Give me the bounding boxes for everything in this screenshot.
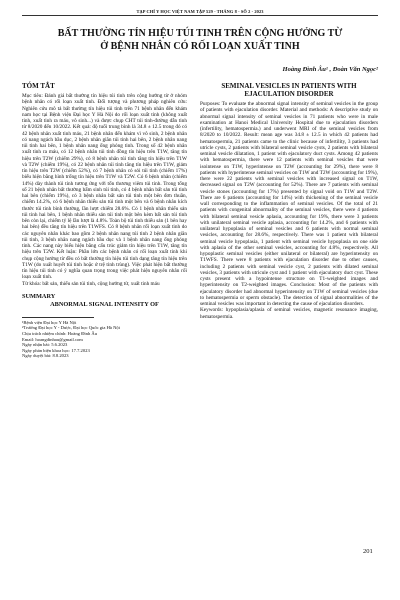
- abstract-en-text: Purposes: To evaluate the abnormal signal intensity of seminal vesicles in the group of patients with ejaculation disorder. Material and methods: A descriptive study on abnormal signal intensity of seminal vesicles in 71 patients who were in male examination at Hanoi Medical University Hospital due to ejaculation disorders (infertility, hematospermia.) and underwent MRI of the seminal vesicles from 8/2020 to 10/2022. Result: mean age was 34.8 ± 12.5 in which 42 patients had hematospermia, 21 patients came to the clinic because of infertility, 3 patients had utricle cysts, 2 patients with bilateral seminal vesicle cysts, 2 patients with bilateral seminal vesicle dilatation, 1 patient with ejaculatory duct cysts. Among 42 patients with hematospermia, there were 12 patients with seminal vesicles that were isointense on T1W, hyperintense on T2W (accounting for 29%), there were 8 patients with hyperintense seminal vesicles on T1W and T2W (accounting for 19%), there were 22 patients with seminal vesicles with increased signal on T1W, decreased signal on T2W (accounting for 52%). There are 7 patients with seminal vesicle stones (accounting for 17%) presented by signal void on T1W and T2W. There are 6 patients (accounting for 14%) with thickening of the seminal vesicle wall corresponding to the inflammation of seminal vesicles. Of the total of 21 patients with congenital abnormality of the seminal vesicles, there were 4 patients with bilateral seminal vesicle aplasia, accounting for 19%, there were 3 patients with unilateral seminal vesicle aplasia, accounting for 14.2%, and 6 patients with unilateral hypoplasia of seminal vesicles and 6 patients with normal seminal vesicles, accounting for 28.6%, respectively. There was 1 patient with bilateral seminal vesicle hypoplasia, 1 patient with seminal vesicle hypoplasia on one side with aplasia of the other seminal vesicles, accounting for 4.8%, respectively. All hypoplastic seminal vesicles (either unilateral or bilateral) are hyperintensity on T1WFS. There were 8 patients with ejaculation disorder due to other causes, including 2 patients with seminal vesicle cyst, 2 patients with dilated seminal vesicles, 3 patients with utricule cyst and 1 patient with ejaculatory duct cyst. These cysts present with a hypointense structure on T1-weighted images and hyperintensity on T2-weighted images. Conclusion: Most of the patients with ejaculatory disorder had abnormal hyperintensity on T1W of seminal vesicles (due to hematospermia or sperm obstacle). The detection of signal abnormalities of the seminal vesicles was important in detecting the cause of ejaculation disorders.: [200, 101, 378, 307]
- abstract-vi-heading: TÓM TẮT: [22, 82, 55, 90]
- right-column: [200, 82, 378, 320]
- summary-heading: SUMMARY: [22, 292, 56, 300]
- abstract-vi-keywords: Từ khóa: bất sản, thiểu sản túi tinh, cộng hưởng từ, xuất tinh máu: [22, 280, 160, 287]
- abstract-en-heading: SEMINAL VESICLES IN PATIENTS WITH EJACULATION DISORDER: [221, 82, 357, 98]
- journal-header: TẠP CHÍ Y HỌC VIỆT NAM TẬP 529 - THÁNG 8 - SỐ 2 - 2023: [22, 9, 378, 16]
- footnote: ²Trường Đại học Y - Dược, Đại học Quốc gia Hà Nội: [22, 325, 120, 331]
- summary-title: ABNORMAL SIGNAL INTENSITY OF: [50, 300, 159, 308]
- page-number: 201: [363, 548, 373, 555]
- article-title: [30, 28, 370, 53]
- title-line-2: Ở BỆNH NHÂN CÓ RỐI LOẠN XUẤT TINH: [100, 40, 300, 52]
- abstract-en-keywords: Keywords: hypoplasia/aplasia of seminal vesicles, magnetic resonance imaging, hematospermia.: [200, 307, 378, 320]
- title-line-1: BẤT THƯỜNG TÍN HIỆU TÚI TINH TRÊN CỘNG HƯỞNG TỪ: [57, 28, 343, 39]
- footnote: Chịu trách nhiệm chính: Hoàng Đình Âu: [22, 330, 98, 336]
- footnote: Ngày nhận bài: 5.6.2023: [22, 342, 68, 348]
- footnote: Email: hoangdinhau@gmail.com: [22, 336, 83, 342]
- footnote: ¹Bệnh viện Đại học Y Hà Nội: [22, 319, 77, 325]
- footnotes: [22, 320, 187, 359]
- footnote: Ngày phản biện khoa học: 17.7.2023: [22, 347, 90, 353]
- left-column: [22, 82, 187, 359]
- footnote-divider: [22, 317, 94, 318]
- abstract-vi-text: Mục tiêu: Đánh giá bất thường tín hiệu túi tinh trên cộng hưởng từ ở nhóm bệnh nhân có rối loạn xuất tinh. Đối tượng và phương pháp nghiên cứu: Nghiên cứu mô tả bất thường tín hiệu túi tinh trên 71 bệnh nhân đến khám nam học tại Bệnh viện Đại học Y Hà Nội do rối loạn xuất tinh (không xuất tinh, xuất tinh ra máu, vô sinh...) và được chụp CHT túi tinh-đường dẫn tinh từ 8/2020 đến 10/2022. Kết quả: độ tuổi trung bình là 34.8 ± 12.5 trong đó có 42 bệnh nhân xuất tinh máu, 21 bệnh nhân đến khám vì vô sinh, 2 bệnh nhân có nang ngách bầu dục, 2 bệnh nhân giãn túi tinh hai bên, 2 bệnh nhân nang túi tinh hai bên, 1 bệnh nhân nang ống phóng tinh. Trong số 42 bệnh nhân xuất tinh ra máu, có 12 bệnh nhân túi tinh đồng tín hiệu trên T1W, tăng tín hiệu trên T2W (chiếm 29%), có 8 bệnh nhân túi tinh tăng tín hiệu trên T1W và T2W (chiếm 19%), có 22 bệnh nhân túi tinh tăng tín hiệu trên T1W, giảm tín hiệu trên T2W (chiếm 52%), có 7 bệnh nhân có sỏi túi tinh (chiếm 17%) biểu hiện bằng hình trống tín hiệu trên T1W và T2W. Có 6 bệnh nhân (chiếm 14%) dày thành túi tinh tương ứng với tổn thương viêm túi tinh. Trong tổng số 21 bệnh nhân bất thường bẩm sinh túi tinh, có 4 bệnh nhân bất sản túi tinh hai bên (chiếm 19%), có 3 bệnh nhân bất sản túi tinh một bên đơn thuần, chiếm 14.2%, có 6 bệnh nhân thiểu sản túi tinh một bên và 6 bệnh nhân kích thước túi tinh bình thường, lần lượt chiếm 28.6%. Có 1 bệnh nhân thiểu sản túi tinh hai bên, 1 bệnh nhân thiểu sản túi tinh một bên kèm bất sản túi tinh bên còn lại, chiếm tỷ lệ lần lượt là 4.8%. Toàn bộ túi tinh thiểu sản (1 bên hay hai bên) đều tăng tín hiệu trên T1WFS. Có 8 bệnh nhân rối loạn xuất tinh do các nguyên nhân khác bao gồm 2 bệnh nhân nang túi tinh 2 bệnh nhân giãn túi tinh, 3 bệnh nhân nang ngách bầu dục và 1 bệnh nhân nang ống phóng tinh. Các nang này biểu hiện bằng cấu trúc giảm tín hiệu trên T1W, tăng tín hiệu trên T2W. Kết luận: Phần lớn các bệnh nhân có rối loạn xuất tinh khi chụp cộng hưởng từ đều có bất thường tín hiệu túi tinh dạng tăng tín hiệu trên T1W (do xuất huyết túi tinh hoặc ứ trệ tinh trùng). Việc phát hiện bất thường tín hiệu túi tinh có ý nghĩa quan trọng trong việc phát hiện nguyên nhân rối loạn xuất tinh.: [22, 93, 187, 281]
- footnote: Ngày duyệt bài: 8.8.2023: [22, 353, 69, 359]
- authors: Hoàng Đình Âu¹ , Đoàn Văn Ngọc²: [282, 66, 378, 73]
